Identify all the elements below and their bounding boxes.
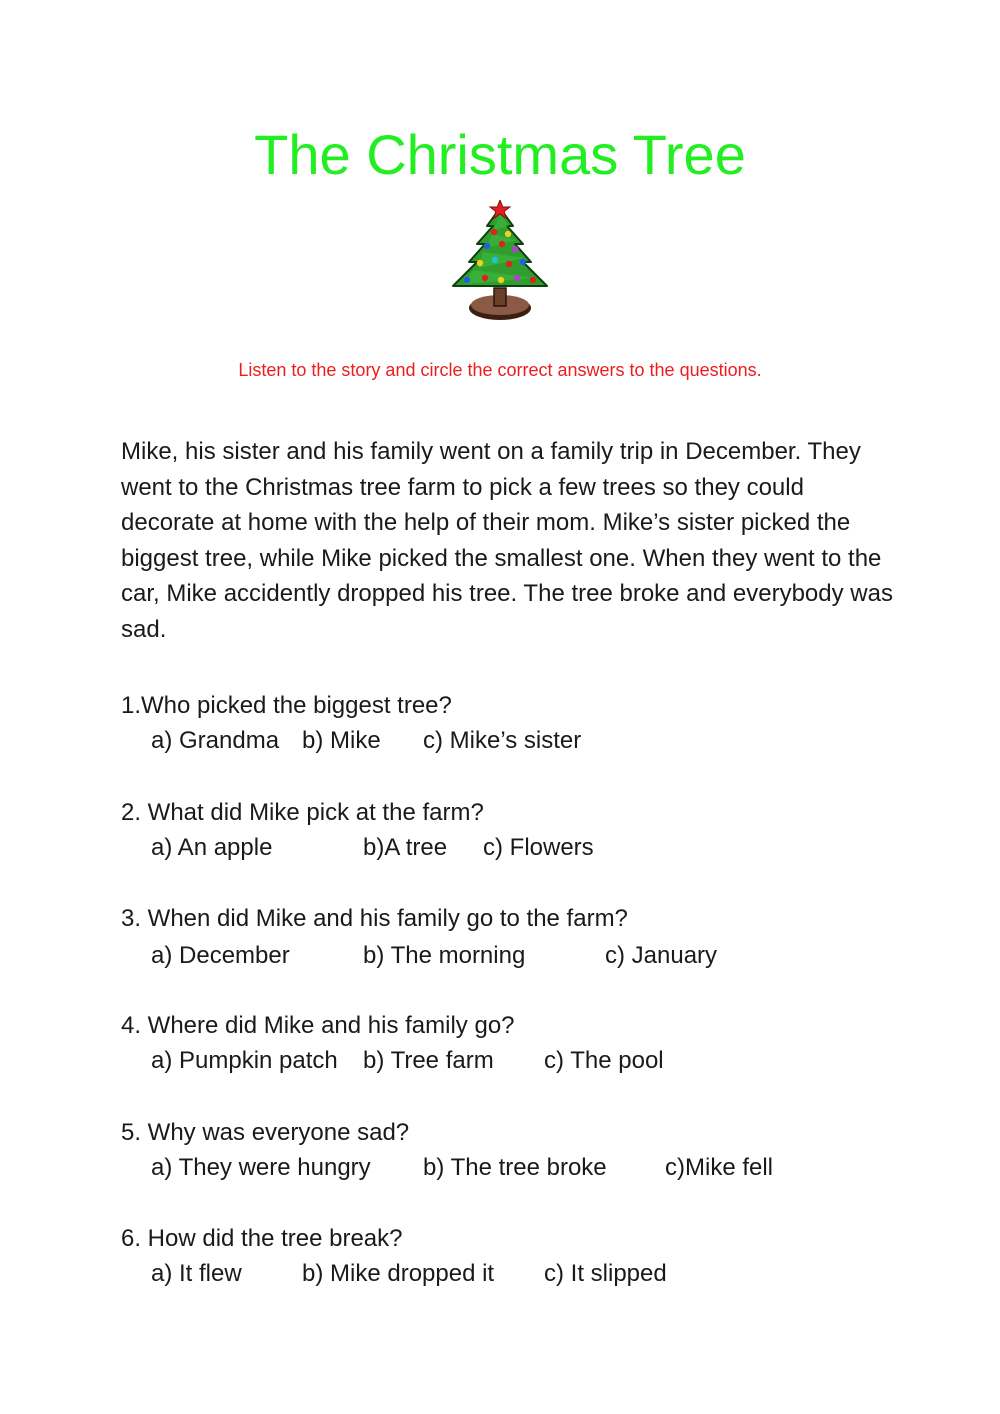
question-text: 4. Where did Mike and his family go? — [121, 1012, 515, 1039]
question-text: 1.Who picked the biggest tree? — [121, 692, 452, 719]
story-paragraph: Mike, his sister and his family went on a family trip in December. They went to the Christmas tree farm to pick a few trees so they could decorate at home with the help of their mom. Mike’s sister picked the biggest tree, while Mike picked the smallest one. When they went to the car, Mike accidently dropped his tree. The tree broke and everybody was sad. — [121, 438, 893, 643]
option-c[interactable]: c) Mike’s sister — [423, 727, 582, 754]
option-b[interactable]: b)A tree — [363, 834, 448, 861]
question-text: 3. When did Mike and his family go to the farm? — [121, 905, 628, 932]
option-c[interactable]: c) January — [605, 942, 718, 969]
option-b[interactable]: b) Tree farm — [363, 1047, 494, 1074]
option-b[interactable]: b) Mike dropped it — [302, 1260, 495, 1287]
option-c[interactable]: c) It slipped — [544, 1260, 667, 1287]
instruction-text: Listen to the story and circle the correct answers to the questions. — [238, 360, 762, 380]
question-3 — [121, 901, 881, 973]
option-c[interactable]: c)Mike fell — [665, 1154, 774, 1181]
option-b[interactable]: b) The tree broke — [423, 1154, 607, 1181]
question-2 — [121, 795, 881, 865]
option-a[interactable]: a) An apple — [151, 834, 273, 861]
option-a[interactable]: a) December — [151, 942, 290, 969]
option-a[interactable]: a) Pumpkin patch — [151, 1047, 338, 1074]
question-4 — [121, 1008, 881, 1078]
option-a[interactable]: a) It flew — [151, 1260, 242, 1287]
question-5 — [121, 1115, 881, 1185]
question-text: 6. How did the tree break? — [121, 1225, 403, 1252]
question-text: 2. What did Mike pick at the farm? — [121, 799, 484, 826]
option-a[interactable]: a) Grandma — [151, 727, 280, 754]
question-1 — [121, 688, 881, 758]
option-c[interactable]: c) The pool — [544, 1047, 664, 1074]
option-b[interactable]: b) Mike — [302, 727, 381, 754]
page-title: The Christmas Tree — [254, 123, 746, 186]
option-c[interactable]: c) Flowers — [483, 834, 594, 861]
option-a[interactable]: a) They were hungry — [151, 1154, 371, 1181]
option-b[interactable]: b) The morning — [363, 942, 526, 969]
question-6 — [121, 1221, 881, 1291]
question-text: 5. Why was everyone sad? — [121, 1119, 410, 1146]
christmas-tree-icon — [447, 200, 553, 326]
